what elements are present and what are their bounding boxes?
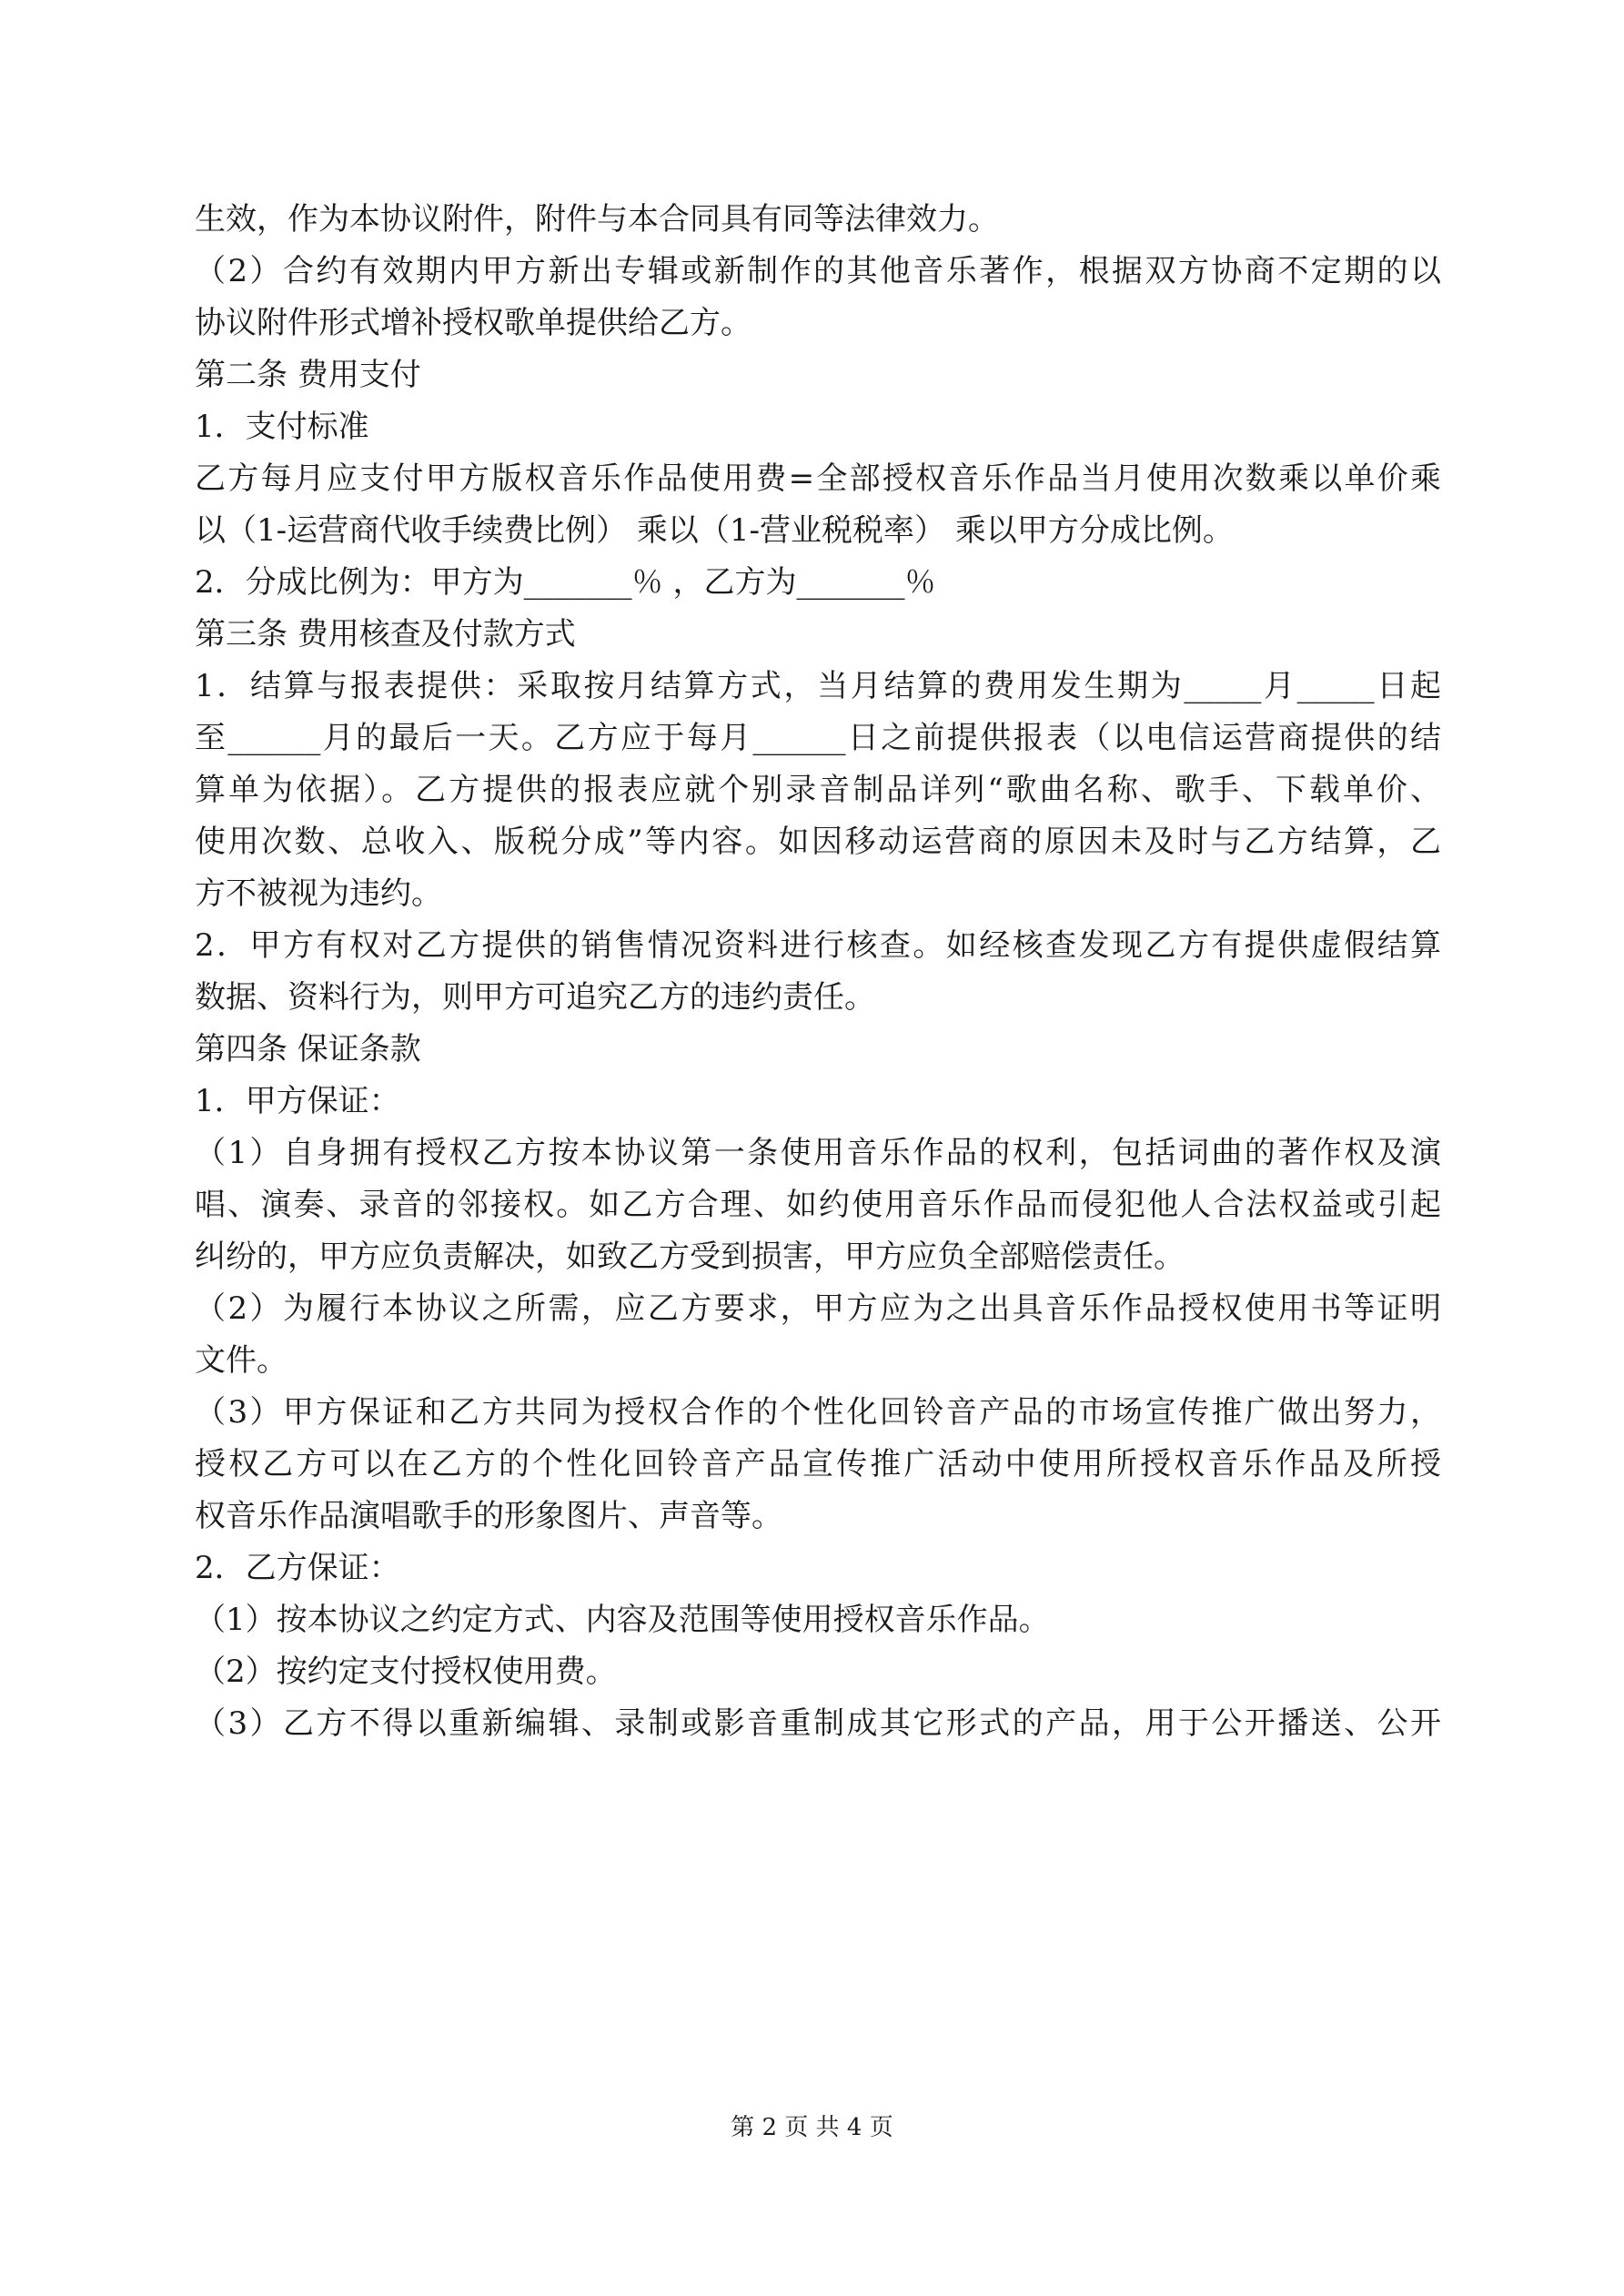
text-line: 协议附件形式增补授权歌单提供给乙方。 — [195, 305, 751, 341]
text-line: 使用次数、总收入、版税分成”等内容。如因移动运营商的原因未及时与乙方结算，乙 — [195, 824, 1441, 860]
text-line: 生效，作为本协议附件，附件与本合同具有同等法律效力。 — [195, 201, 999, 238]
text-line: （2）按约定支付授权使用费。 — [195, 1654, 617, 1690]
text-line: （3）乙方不得以重新编辑、录制或影音重制成其它形式的产品，用于公开播送、公开 — [195, 1705, 1441, 1742]
subsection-heading: 1．支付标准 — [195, 409, 369, 445]
text-line: 文件。 — [195, 1342, 287, 1379]
section-heading: 第二条 费用支付 — [195, 357, 421, 393]
text-line: （2）为履行本协议之所需，应乙方要求，甲方应为之出具音乐作品授权使用书等证明 — [195, 1290, 1441, 1327]
text-line: 纠纷的，甲方应负责解决，如致乙方受到损害，甲方应负全部赔偿责任。 — [195, 1239, 1185, 1275]
text-line: 算单为依据）。乙方提供的报表应就个别录音制品详列“歌曲名称、歌手、下载单价、 — [195, 772, 1441, 808]
text-line: （1）自身拥有授权乙方按本协议第一条使用音乐作品的权利，包括词曲的著作权及演 — [195, 1135, 1441, 1171]
text-line: 至______月的最后一天。乙方应于每月______日之前提供报表（以电信运营商提供的结 — [195, 720, 1441, 756]
text-line: 2．甲方有权对乙方提供的销售情况资料进行核查。如经核查发现乙方有提供虚假结算 — [195, 927, 1441, 964]
page-body — [195, 202, 1441, 1741]
text-line: 1．结算与报表提供：采取按月结算方式，当月结算的费用发生期为_____月_____日起 — [195, 668, 1441, 704]
text-line: 方不被视为违约。 — [195, 875, 442, 912]
text-line: 授权乙方可以在乙方的个性化回铃音产品宣传推广活动中使用所授权音乐作品及所授 — [195, 1446, 1441, 1482]
text-line: （3）甲方保证和乙方共同为授权合作的个性化回铃音产品的市场宣传推广做出努力， — [195, 1394, 1441, 1431]
text-line: （2）合约有效期内甲方新出专辑或新制作的其他音乐著作，根据双方协商不定期的以 — [195, 253, 1441, 289]
text-line: 乙方每月应支付甲方版权音乐作品使用费=全部授权音乐作品当月使用次数乘以单价乘 — [195, 460, 1441, 497]
page-number-footer: 第 2 页 共 4 页 — [731, 2114, 893, 2141]
text-line: 权音乐作品演唱歌手的形象图片、声音等。 — [195, 1498, 782, 1534]
subsection-heading: 1．甲方保证： — [195, 1083, 400, 1119]
text-line: 2．分成比例为：甲方为_______％ ，乙方为_______％ — [195, 564, 936, 601]
subsection-heading: 2．乙方保证： — [195, 1550, 400, 1586]
text-line: 以（1-运营商代收手续费比例） 乘以（1-营业税税率） 乘以甲方分成比例。 — [195, 512, 1234, 549]
section-heading: 第四条 保证条款 — [195, 1031, 421, 1067]
text-line: （1）按本协议之约定方式、内容及范围等使用授权音乐作品。 — [195, 1602, 1050, 1638]
text-line: 唱、演奏、录音的邻接权。如乙方合理、如约使用音乐作品而侵犯他人合法权益或引起 — [195, 1187, 1441, 1223]
section-heading: 第三条 费用核查及付款方式 — [195, 616, 576, 652]
text-line: 数据、资料行为，则甲方可追究乙方的违约责任。 — [195, 979, 875, 1016]
